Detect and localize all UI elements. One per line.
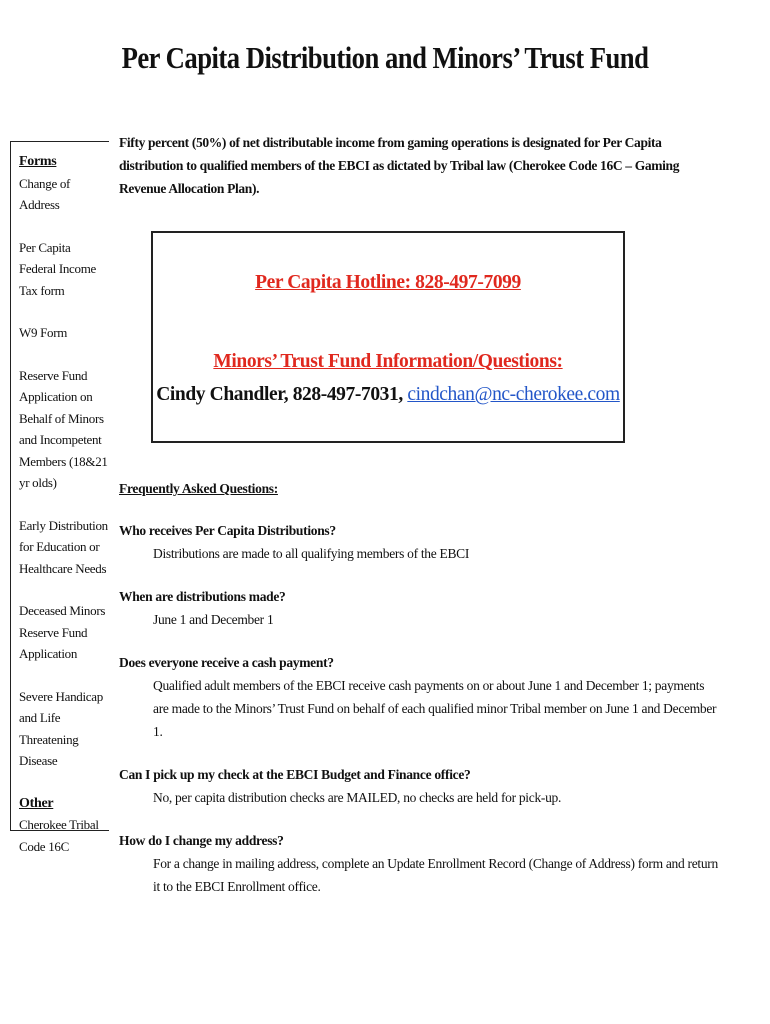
faq-question: Can I pick up my check at the EBCI Budget and Finance office?: [119, 767, 471, 782]
sidebar-link-w9-form[interactable]: W9 Form: [19, 325, 68, 340]
sidebar-link-reserve-fund-application[interactable]: Reserve Fund Application on Behalf of Minors and Incompetent Members (18&21 yr olds): [19, 367, 108, 490]
faq-question: How do I change my address?: [119, 833, 284, 848]
faq-title: Frequently Asked Questions:: [119, 481, 278, 496]
contact-line: [153, 384, 623, 406]
sidebar: [10, 141, 109, 854]
hotline-text: Per Capita Hotline: 828-497-7099: [255, 272, 521, 293]
faq-question: Who receives Per Capita Distributions?: [119, 523, 336, 538]
faq-answer: June 1 and December 1: [153, 612, 274, 627]
faq-question: When are distributions made?: [119, 589, 286, 604]
contact-box: [151, 231, 625, 443]
faq-answer: Qualified adult members of the EBCI receive cash payments on or about June 1 and December 1; payments are made to the Minors’ Trust Fund on behalf of each qualified minor Tribal member on June 1 and December 1.: [153, 678, 717, 739]
sidebar-link-tax-form[interactable]: Per Capita Federal Income Tax form: [19, 239, 97, 298]
sidebar-forms-heading: Forms: [19, 154, 57, 169]
contact-name: Cindy Chandler, 828-497-7031,: [156, 384, 408, 405]
contact-email-link[interactable]: cindchan@nc-cherokee.com: [407, 384, 620, 405]
sidebar-link-severe-handicap[interactable]: Severe Handicap and Life Threatening Disease: [19, 688, 103, 768]
sidebar-other-heading: Other: [19, 795, 54, 811]
faq-answer: Distributions are made to all qualifying members of the EBCI: [153, 546, 470, 561]
sidebar-link-change-of-address[interactable]: Change of Address: [19, 175, 71, 212]
sidebar-link-early-distribution[interactable]: Early Distribution for Education or Healthcare Needs: [19, 517, 108, 576]
page-title: Per Capita Distribution and Minors’ Trust Fund: [121, 40, 649, 75]
minors-trust-fund-heading: Minors’ Trust Fund Information/Questions:: [213, 351, 563, 372]
intro-paragraph: Fifty percent (50%) of net distributable income from gaming operations is designated for Per Capita distribution to qualified members of the EBCI as dictated by Tribal law (Cherokee Code 16C – Gaming Revenue Allocation Plan).: [119, 135, 680, 196]
sidebar-link-cherokee-code[interactable]: Cherokee Tribal Code 16C: [19, 817, 99, 854]
faq-answer: For a change in mailing address, complete an Update Enrollment Record (Change of Address) form and return it to the EBCI Enrollment office.: [153, 856, 718, 894]
sidebar-link-deceased-minors[interactable]: Deceased Minors Reserve Fund Application: [19, 603, 106, 661]
faq-section: [119, 479, 719, 918]
faq-question: Does everyone receive a cash payment?: [119, 655, 334, 670]
faq-answer: No, per capita distribution checks are MAILED, no checks are held for pick-up.: [153, 790, 562, 805]
